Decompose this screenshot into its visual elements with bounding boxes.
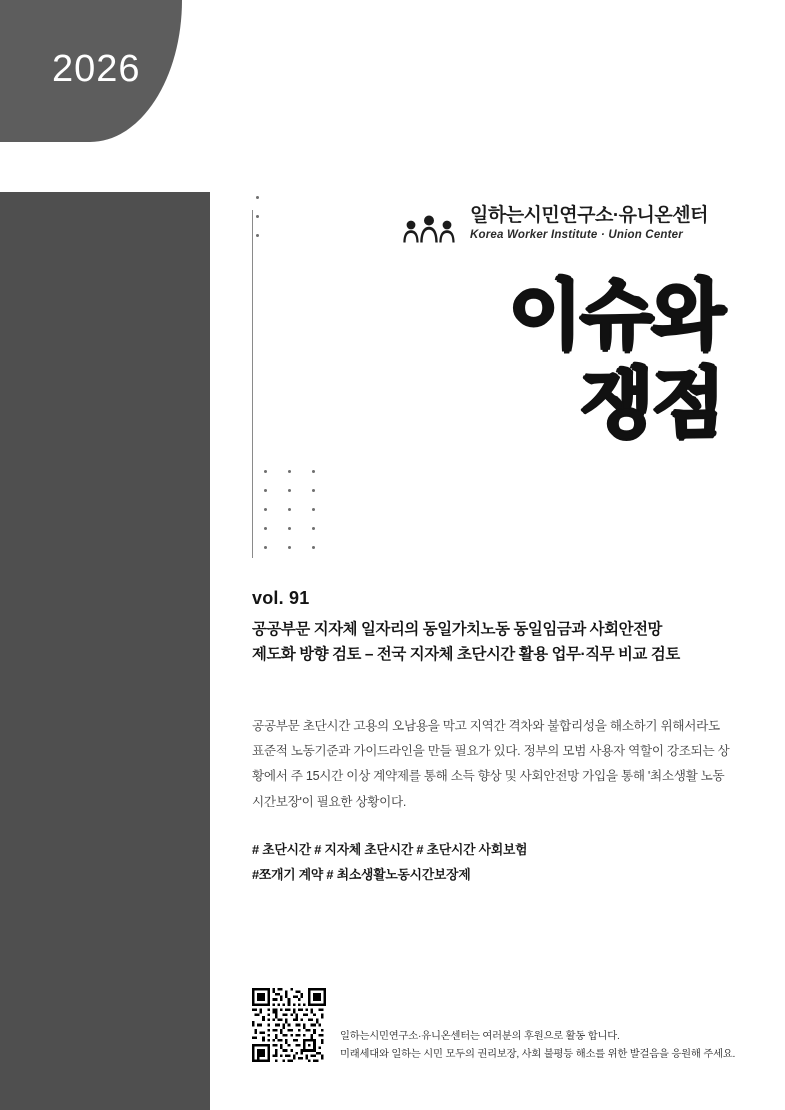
dot-decoration-top — [256, 196, 262, 253]
headline-line-2: 제도화 방향 검토 – 전국 지자체 초단시간 활용 업무·직무 비교 검토 — [252, 645, 680, 663]
logo-korean-name: 일하는시민연구소·유니온센터 — [470, 205, 708, 226]
headline-line-1: 공공부문 지자체 일자리의 동일가치노동 동일임금과 사회안전망 — [252, 621, 662, 638]
keyword-tags-line-2: #쪼개기 계약 # 최소생활노동시간보장제 — [252, 866, 471, 882]
logo-text-block — [470, 206, 708, 243]
keyword-tags-line-1: # 초단시간 # 지자체 초단시간 # 초단시간 사회보험 — [252, 842, 528, 857]
left-decorative-band — [0, 192, 210, 1110]
report-headline — [252, 618, 732, 668]
vertical-divider — [252, 210, 253, 558]
report-abstract: 공공부문 초단시간 고용의 오남용을 막고 지역간 격차와 불합리성을 해소하기 위해서라도 표준적 노동기준과 가이드라인을 만들 필요가 있다. 정부의 모범 사용자 역할이 강조되는 상황에서 주 15시간 이상 계약제를 통해 소득 향상 및 사회안전망 가입을 통해 '최소생활 노동시간보장'이 필요한 상황이다. — [252, 719, 730, 809]
footer-support-message — [340, 1028, 770, 1064]
three-people-icon — [398, 209, 460, 243]
cover-title-line-2: 쟁점 — [580, 362, 723, 448]
footer-line-1: 일하는시민연구소·유니온센터는 여러분의 후원으로 활동 합니다. — [340, 1031, 620, 1042]
cover-title — [508, 274, 723, 448]
organization-logo — [398, 206, 708, 243]
footer-line-2: 미래세대와 일하는 시민 모두의 권리보장, 사회 불평등 해소를 위한 발걸음을 응원해 주세요. — [340, 1049, 736, 1061]
cover-title-line-1: 이슈와 — [508, 274, 723, 359]
year-label: 2026 — [52, 48, 141, 90]
dot-decoration-grid — [264, 470, 326, 565]
keyword-tags — [252, 838, 722, 888]
volume-label: vol. 91 — [252, 588, 310, 608]
qr-code[interactable] — [252, 988, 326, 1062]
logo-english-name: Korea Worker Institute · Union Center — [470, 228, 683, 241]
